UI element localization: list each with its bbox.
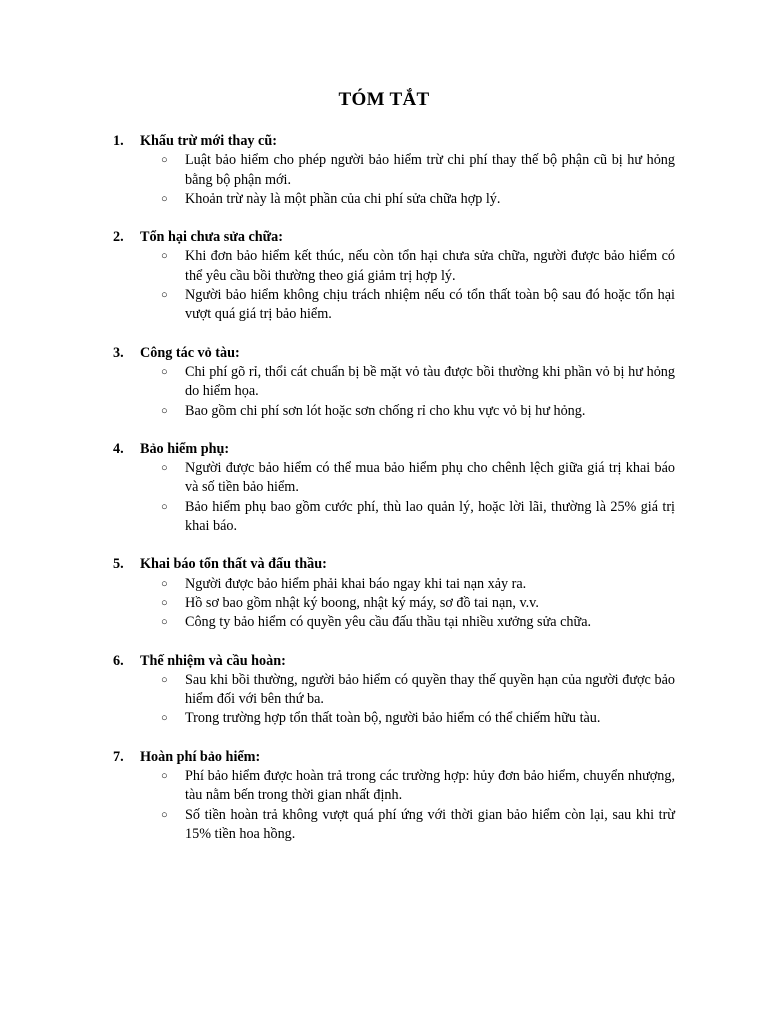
bullet-list (113, 151, 675, 209)
bullet-text: Chi phí gõ rỉ, thổi cát chuẩn bị bề mặt vỏ tàu được bồi thường khi phần vỏ bị hư hỏng do hiểm họa. (185, 363, 675, 400)
section-title: Khai báo tổn thất và đấu thầu: (140, 556, 327, 573)
bullet-item (113, 247, 675, 286)
bullet-circle-icon: ○ (161, 289, 168, 302)
section-title: Thế nhiệm và cầu hoàn: (140, 652, 286, 669)
bullet-text: Trong trường hợp tổn thất toàn bộ, người bảo hiểm có thể chiếm hữu tàu. (185, 710, 601, 727)
section-number: 7. (113, 748, 124, 765)
summary-section (113, 228, 675, 324)
bullet-circle-icon: ○ (161, 616, 168, 629)
bullet-circle-icon: ○ (161, 596, 168, 609)
bullet-text: Luật bảo hiểm cho phép người bảo hiểm trừ chi phí thay thế bộ phận cũ bị hư hỏng bằng bộ phận mới. (185, 152, 675, 188)
bullet-text: Hồ sơ bao gồm nhật ký boong, nhật ký máy, sơ đồ tai nạn, v.v. (185, 594, 539, 611)
bullet-text: Người được bảo hiểm phải khai báo ngay khi tai nạn xảy ra. (185, 575, 527, 592)
section-title: Tổn hại chưa sửa chữa: (140, 229, 284, 246)
bullet-circle-icon: ○ (161, 462, 168, 475)
section-number: 6. (113, 652, 124, 669)
bullet-item (113, 498, 675, 537)
summary-section (113, 652, 675, 729)
section-heading (113, 555, 675, 574)
summary-section (113, 555, 675, 632)
bullet-item (113, 594, 675, 613)
bullet-text: Sau khi bồi thường, người bảo hiểm có quyền thay thế quyền hạn của người được bảo hiểm đối với bên thứ ba. (185, 671, 675, 708)
bullet-item (113, 671, 675, 710)
section-heading (113, 440, 675, 459)
section-title: Hoàn phí bảo hiểm: (140, 748, 261, 765)
section-title: Công tác vỏ tàu: (140, 344, 240, 361)
bullet-text: Bảo hiểm phụ bao gồm cước phí, thù lao quản lý, hoặc lời lãi, thường là 25% giá trị khai báo. (185, 498, 675, 535)
bullet-circle-icon: ○ (161, 404, 168, 417)
summary-section (113, 748, 675, 844)
bullet-circle-icon: ○ (161, 673, 168, 686)
bullet-circle-icon: ○ (161, 154, 168, 167)
section-title: Khấu trừ mới thay cũ: (140, 133, 277, 149)
bullet-list (113, 767, 675, 844)
document-title: TÓM TẮT (338, 89, 430, 110)
bullet-list (113, 363, 675, 421)
section-number: 2. (113, 229, 124, 246)
bullet-text: Bao gồm chi phí sơn lót hoặc sơn chống rỉ cho khu vực vỏ bị hư hỏng. (185, 402, 586, 419)
summary-section (113, 344, 675, 421)
bullet-item (113, 806, 675, 845)
bullet-text: Số tiền hoàn trả không vượt quá phí ứng với thời gian bảo hiểm còn lại, sau khi trừ 15% tiền hoa hồng. (185, 806, 675, 842)
bullet-text: Người được bảo hiểm có thể mua bảo hiểm phụ cho chênh lệch giữa giá trị khai báo và số tiền bảo hiểm. (185, 460, 675, 496)
summary-section (113, 440, 675, 536)
bullet-item (113, 613, 675, 632)
bullet-text: Người bảo hiểm không chịu trách nhiệm nếu có tổn thất toàn bộ sau đó hoặc tổn hại vượt quá giá trị bảo hiểm. (185, 287, 675, 323)
bullet-item (113, 709, 675, 728)
section-heading (113, 652, 675, 671)
summary-section (113, 132, 675, 209)
bullet-list (113, 671, 675, 729)
bullet-item (113, 402, 675, 421)
section-number: 5. (113, 556, 124, 573)
bullet-circle-icon: ○ (161, 577, 168, 590)
bullet-list (113, 575, 675, 633)
bullet-circle-icon: ○ (161, 770, 168, 783)
bullet-item (113, 575, 675, 594)
section-number: 4. (113, 440, 124, 457)
bullet-text: Khoản trừ này là một phần của chi phí sửa chữa hợp lý. (185, 190, 501, 207)
bullet-circle-icon: ○ (161, 250, 168, 263)
section-number: 1. (113, 133, 124, 149)
bullet-text: Công ty bảo hiểm có quyền yêu cầu đấu thầu tại nhiều xưởng sửa chữa. (185, 614, 592, 631)
bullet-circle-icon: ○ (161, 712, 168, 725)
bullet-text: Khi đơn bảo hiểm kết thúc, nếu còn tổn hại chưa sửa chữa, người được bảo hiểm có thể yêu cầu bồi thường theo giá giảm trị hợp lý. (185, 248, 675, 284)
bullet-circle-icon: ○ (161, 192, 168, 205)
section-heading (113, 344, 675, 363)
bullet-list (113, 459, 675, 536)
section-number: 3. (113, 344, 124, 361)
bullet-circle-icon: ○ (161, 500, 168, 513)
bullet-item (113, 286, 675, 325)
bullet-item (113, 151, 675, 190)
bullet-circle-icon: ○ (161, 365, 168, 378)
bullet-item (113, 767, 675, 806)
section-heading (113, 748, 675, 767)
bullet-text: Phí bảo hiểm được hoàn trả trong các trường hợp: hủy đơn bảo hiểm, chuyển nhượng, tàu nằm bến trong thời gian nhất định. (185, 768, 675, 804)
section-heading (113, 228, 675, 247)
bullet-item (113, 459, 675, 498)
section-heading (113, 132, 675, 151)
bullet-item (113, 190, 675, 209)
bullet-list (113, 247, 675, 324)
bullet-circle-icon: ○ (161, 808, 168, 821)
bullet-item (113, 363, 675, 402)
section-title: Bảo hiểm phụ: (140, 440, 230, 457)
summary-sections (113, 132, 675, 863)
